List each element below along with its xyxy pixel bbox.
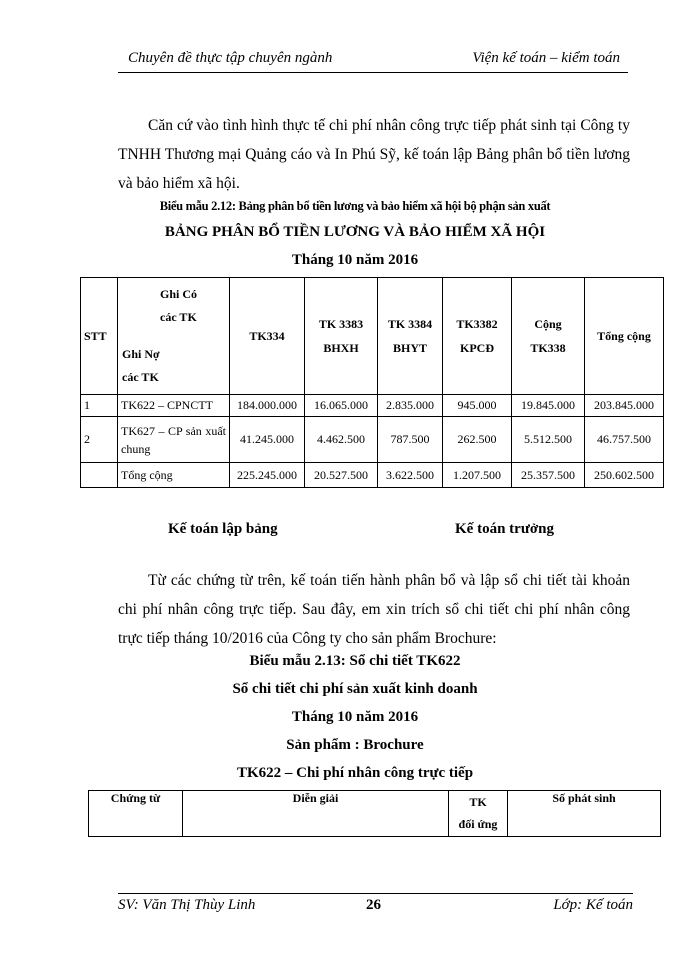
total-kpcd: 1.207.500: [443, 463, 512, 488]
total-bhyt: 3.622.500: [378, 463, 443, 488]
header-tk3382-line2: KPCĐ: [460, 341, 494, 355]
header-tk3384: [378, 278, 443, 395]
ledger-header-row: [89, 791, 661, 837]
ledger-header-tk-line2: đối ứng: [458, 817, 498, 831]
header-tk3384-line1: TK 3384: [387, 317, 433, 331]
table-row: [81, 417, 664, 463]
header-tk334: TK334: [230, 278, 305, 395]
form-213-caption: Biểu mẫu 2.13: Sổ chi tiết TK622: [249, 653, 461, 669]
header-tk3382: [443, 278, 512, 395]
header-tong-cong: Tổng cộng: [585, 278, 664, 395]
header-debit-line2: các TK: [122, 370, 159, 384]
total-tong: 250.602.500: [585, 463, 664, 488]
header-credit-line1: Ghi Có: [160, 287, 198, 301]
row1-tong: 203.845.000: [585, 395, 664, 417]
header-cong338-line1: Cộng: [534, 317, 562, 331]
header-tk3382-line1: TK3382: [456, 317, 498, 331]
row2-cong338: 5.512.500: [512, 417, 585, 463]
row2-tong: 46.757.500: [585, 417, 664, 463]
ledger-header-chung-tu: Chứng từ: [89, 791, 183, 837]
total-account: Tổng cộng: [118, 463, 230, 488]
page-header: [118, 50, 628, 73]
ledger-account: TK622 – Chi phí nhân công trực tiếp: [236, 765, 474, 781]
header-cong338-line2: TK338: [530, 341, 566, 355]
ledger-title: Sổ chi tiết chi phí sản xuất kinh doanh: [232, 681, 478, 697]
table1-period: Tháng 10 năm 2016: [291, 252, 419, 268]
table-header-row: [81, 278, 664, 395]
footer-class: Lớp: Kế toán: [553, 897, 633, 913]
form-212-caption: Biểu mẫu 2.12: Bảng phân bổ tiền lương và bảo hiểm xã hội bộ phận sản xuất: [159, 199, 551, 213]
row2-stt: 2: [81, 417, 118, 463]
total-stt: [81, 463, 118, 488]
ledger-product: Sản phẩm : Brochure: [286, 737, 424, 753]
ledger-header-dien-giai: Diễn giải: [183, 791, 449, 837]
signature-preparer: Kế toán lập bảng: [168, 521, 278, 537]
page-footer: [118, 893, 633, 919]
row2-bhxh: 4.462.500: [305, 417, 378, 463]
second-paragraph: Từ các chứng từ trên, kế toán tiến hành phân bổ và lập sổ chi tiết tài khoản chi phí nhân công trực tiếp. Sau đây, em xin trích sổ chi tiết chi phí nhân công trực tiếp tháng 10/2016 của Công ty cho sản phẩm Brochure:: [118, 572, 630, 647]
allocation-table: [80, 277, 664, 488]
table-row: [81, 395, 664, 417]
row2-bhyt: 787.500: [378, 417, 443, 463]
ledger-header-tk-line1: TK: [469, 795, 487, 809]
row1-bhyt: 2.835.000: [378, 395, 443, 417]
row2-account: TK627 – CP sản xuất chung: [118, 417, 230, 463]
total-tk334: 225.245.000: [230, 463, 305, 488]
row1-stt: 1: [81, 395, 118, 417]
row2-kpcd: 262.500: [443, 417, 512, 463]
footer-student: SV: Văn Thị Thùy Linh: [118, 897, 256, 913]
header-tk3384-line2: BHYT: [392, 341, 427, 355]
row1-account: TK622 – CPNCTT: [118, 395, 230, 417]
table1-title: BẢNG PHÂN BỔ TIỀN LƯƠNG VÀ BẢO HIỂM XÃ HỘI: [164, 224, 546, 240]
header-left: Chuyên đề thực tập chuyên ngành: [128, 50, 333, 66]
ledger-period: Tháng 10 năm 2016: [291, 709, 419, 725]
page-number: 26: [366, 897, 381, 913]
header-stt: STT: [81, 278, 118, 395]
row1-bhxh: 16.065.000: [305, 395, 378, 417]
row1-kpcd: 945.000: [443, 395, 512, 417]
total-cong338: 25.357.500: [512, 463, 585, 488]
total-bhxh: 20.527.500: [305, 463, 378, 488]
signature-chief-accountant: Kế toán trưởng: [455, 521, 554, 537]
table-total-row: [81, 463, 664, 488]
header-credit-line2: các TK: [160, 310, 197, 324]
ledger-header-tk: [449, 791, 508, 837]
header-debit-line1: Ghi Nợ: [122, 347, 160, 361]
ledger-header-so-phat-sinh: Số phát sinh: [508, 791, 661, 837]
intro-paragraph: Căn cứ vào tình hình thực tế chi phí nhân công trực tiếp phát sinh tại Công ty TNHH Thương mại Quảng cáo và In Phú Sỹ, kế toán lập Bảng phân bổ tiền lương và bảo hiểm xã hội.: [118, 117, 630, 192]
header-right: Viện kế toán – kiểm toán: [472, 50, 620, 66]
ledger-table: [88, 790, 661, 837]
row1-cong338: 19.845.000: [512, 395, 585, 417]
header-cong338: [512, 278, 585, 395]
row2-tk334: 41.245.000: [230, 417, 305, 463]
header-tk3383-line2: BHXH: [323, 341, 359, 355]
header-credit-debit: [118, 278, 230, 395]
header-tk3383: [305, 278, 378, 395]
row1-tk334: 184.000.000: [230, 395, 305, 417]
header-tk3383-line1: TK 3383: [318, 317, 364, 331]
